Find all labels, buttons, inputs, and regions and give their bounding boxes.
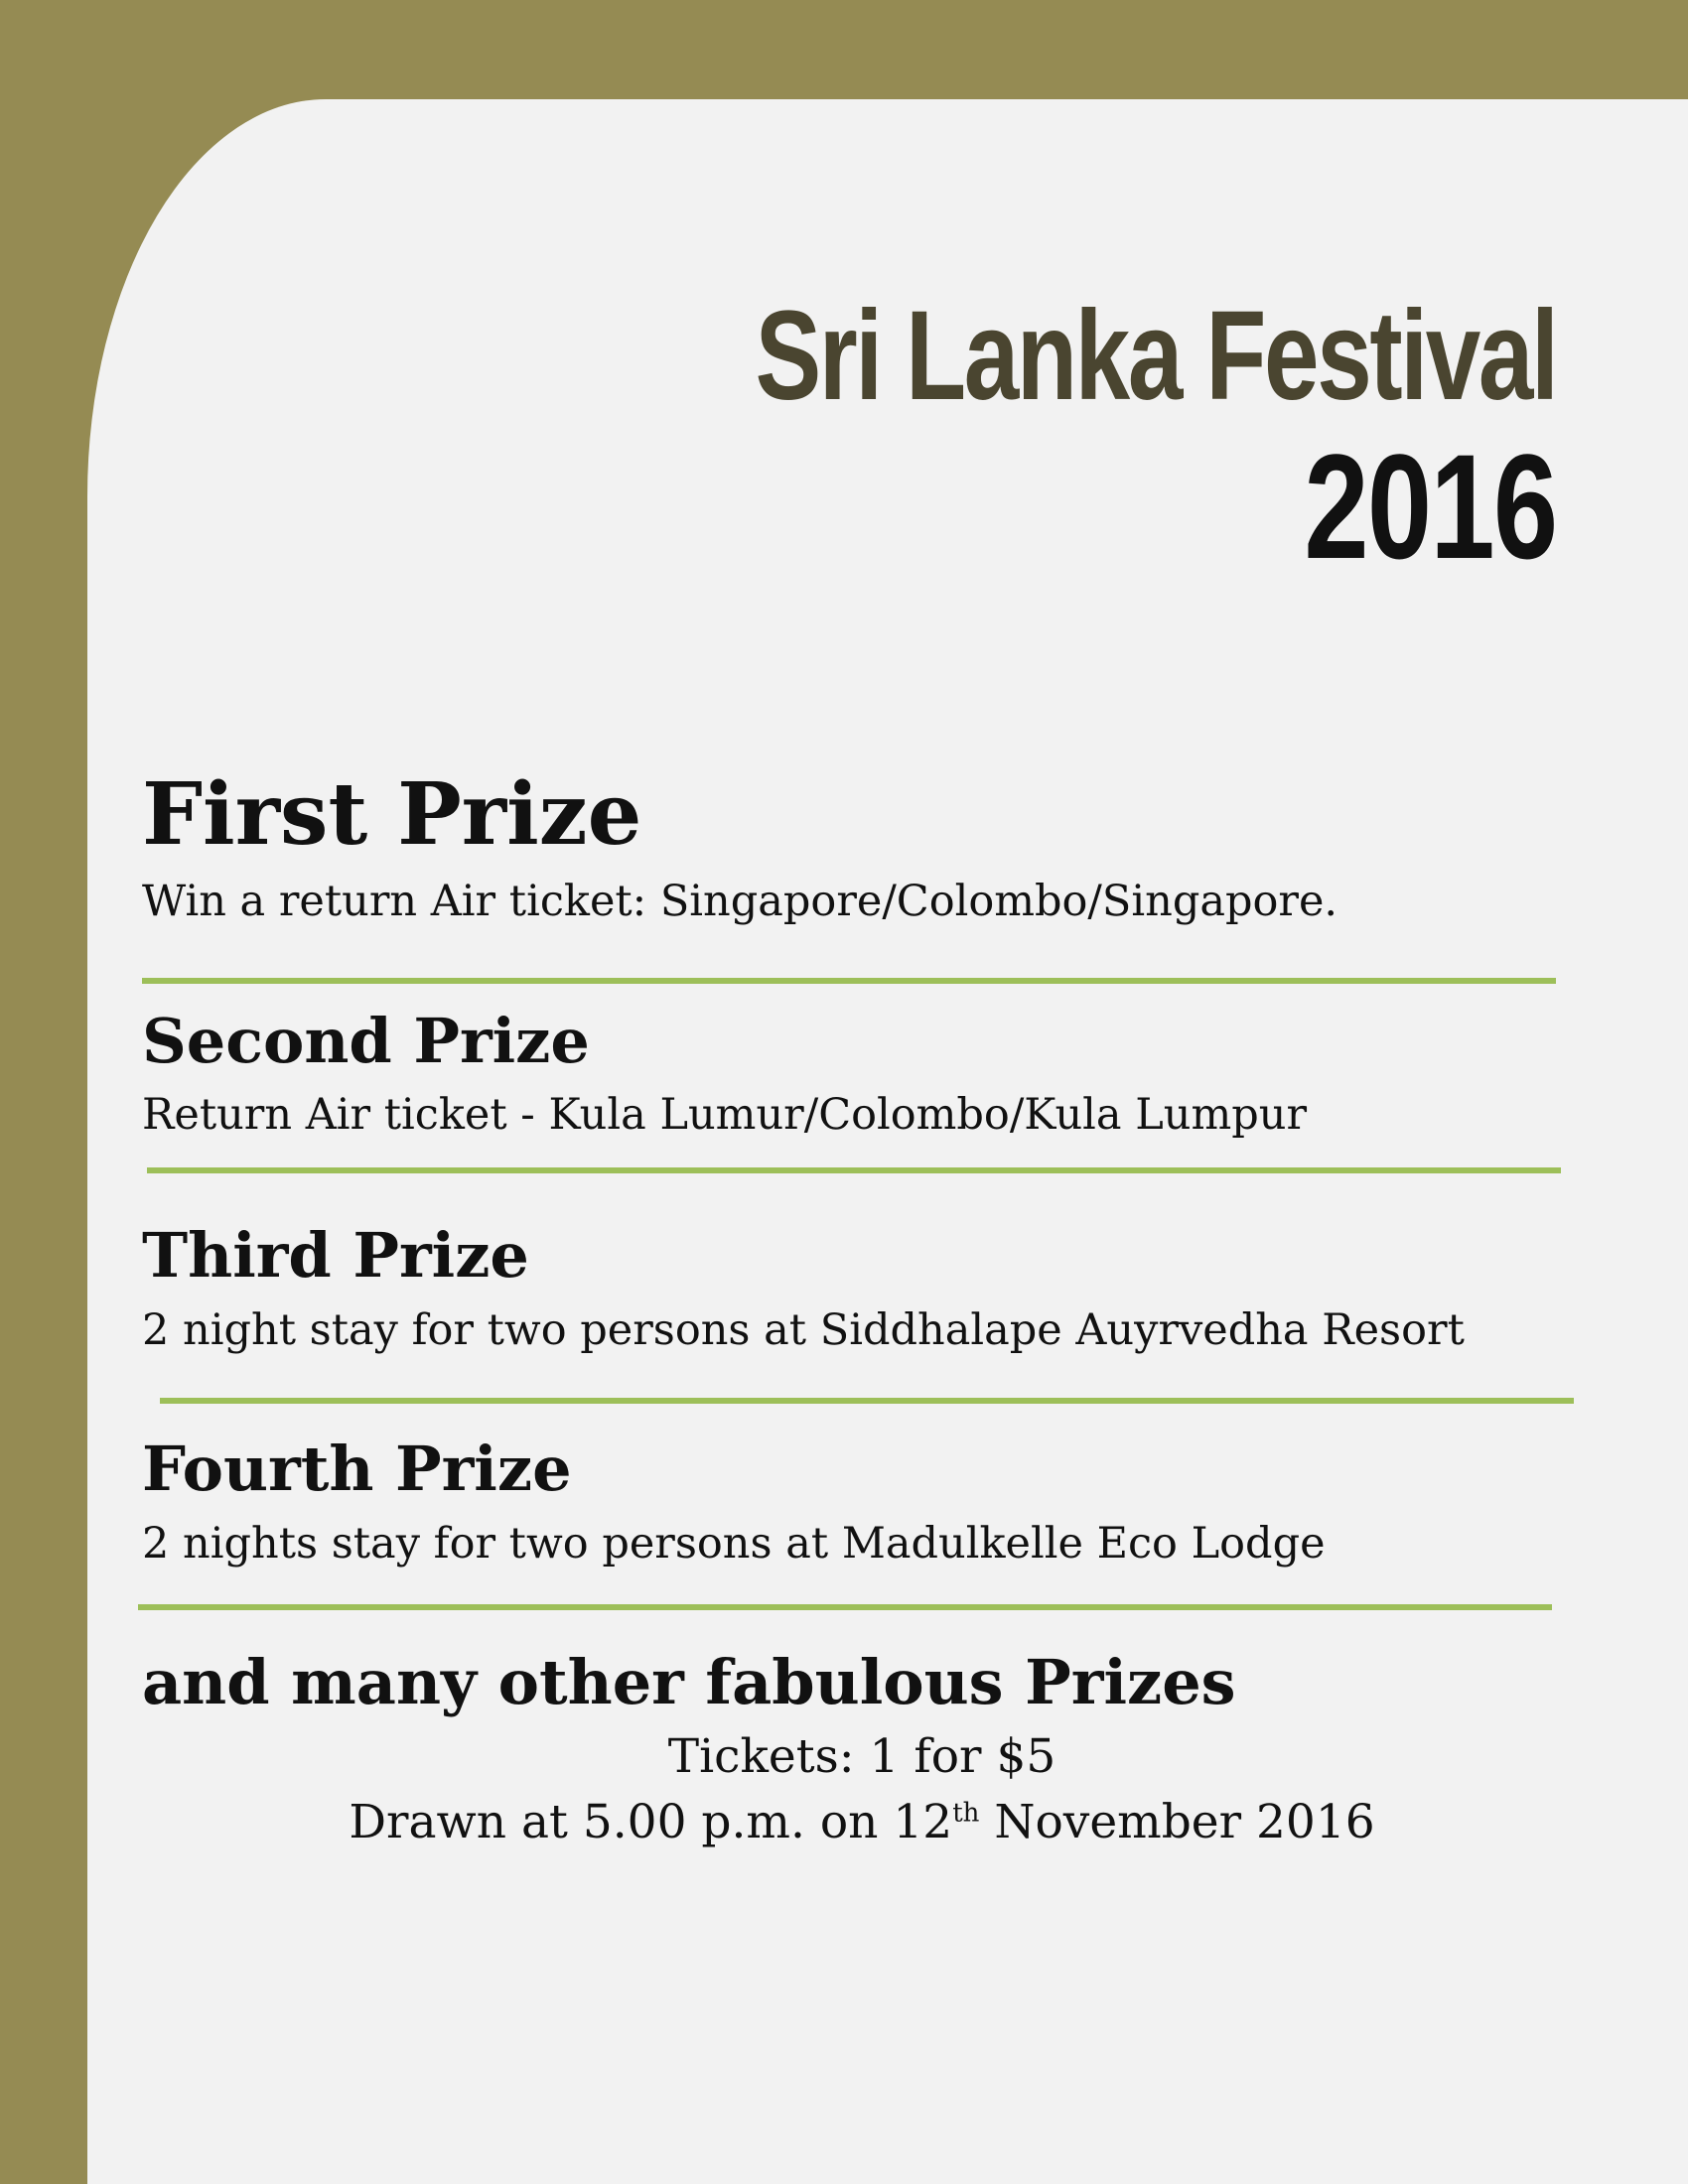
draw-date-ordinal: th [952,1798,980,1829]
festival-title: Sri Lanka Festival [755,285,1556,427]
divider-4 [138,1604,1552,1610]
second-prize-description: Return Air ticket - Kula Lumur/Colombo/Kula Lumpur [142,1090,1308,1140]
title-block [529,285,1557,590]
first-prize-description: Win a return Air ticket: Singapore/Colombo/Singapore. [142,877,1338,926]
second-prize-heading: Second Prize [142,1005,590,1077]
draw-date-prefix: Drawn at 5.00 p.m. on 12 [349,1795,953,1849]
draw-date [87,1795,1636,1849]
festival-year: 2016 [1303,423,1556,590]
draw-date-suffix: November 2016 [979,1795,1375,1849]
third-prize-description: 2 night stay for two persons at Siddhalape Auyrvedha Resort [142,1305,1465,1355]
first-prize-heading: First Prize [142,764,642,865]
divider-3 [160,1398,1574,1404]
divider-2 [147,1167,1561,1173]
fourth-prize-heading: Fourth Prize [142,1433,572,1505]
third-prize-heading: Third Prize [142,1219,529,1292]
divider-1 [142,978,1556,984]
other-prizes-heading: and many other fabulous Prizes [142,1646,1236,1718]
fourth-prize-description: 2 nights stay for two persons at Madulkelle Eco Lodge [142,1519,1326,1569]
tickets-price: Tickets: 1 for $5 [667,1729,1056,1784]
